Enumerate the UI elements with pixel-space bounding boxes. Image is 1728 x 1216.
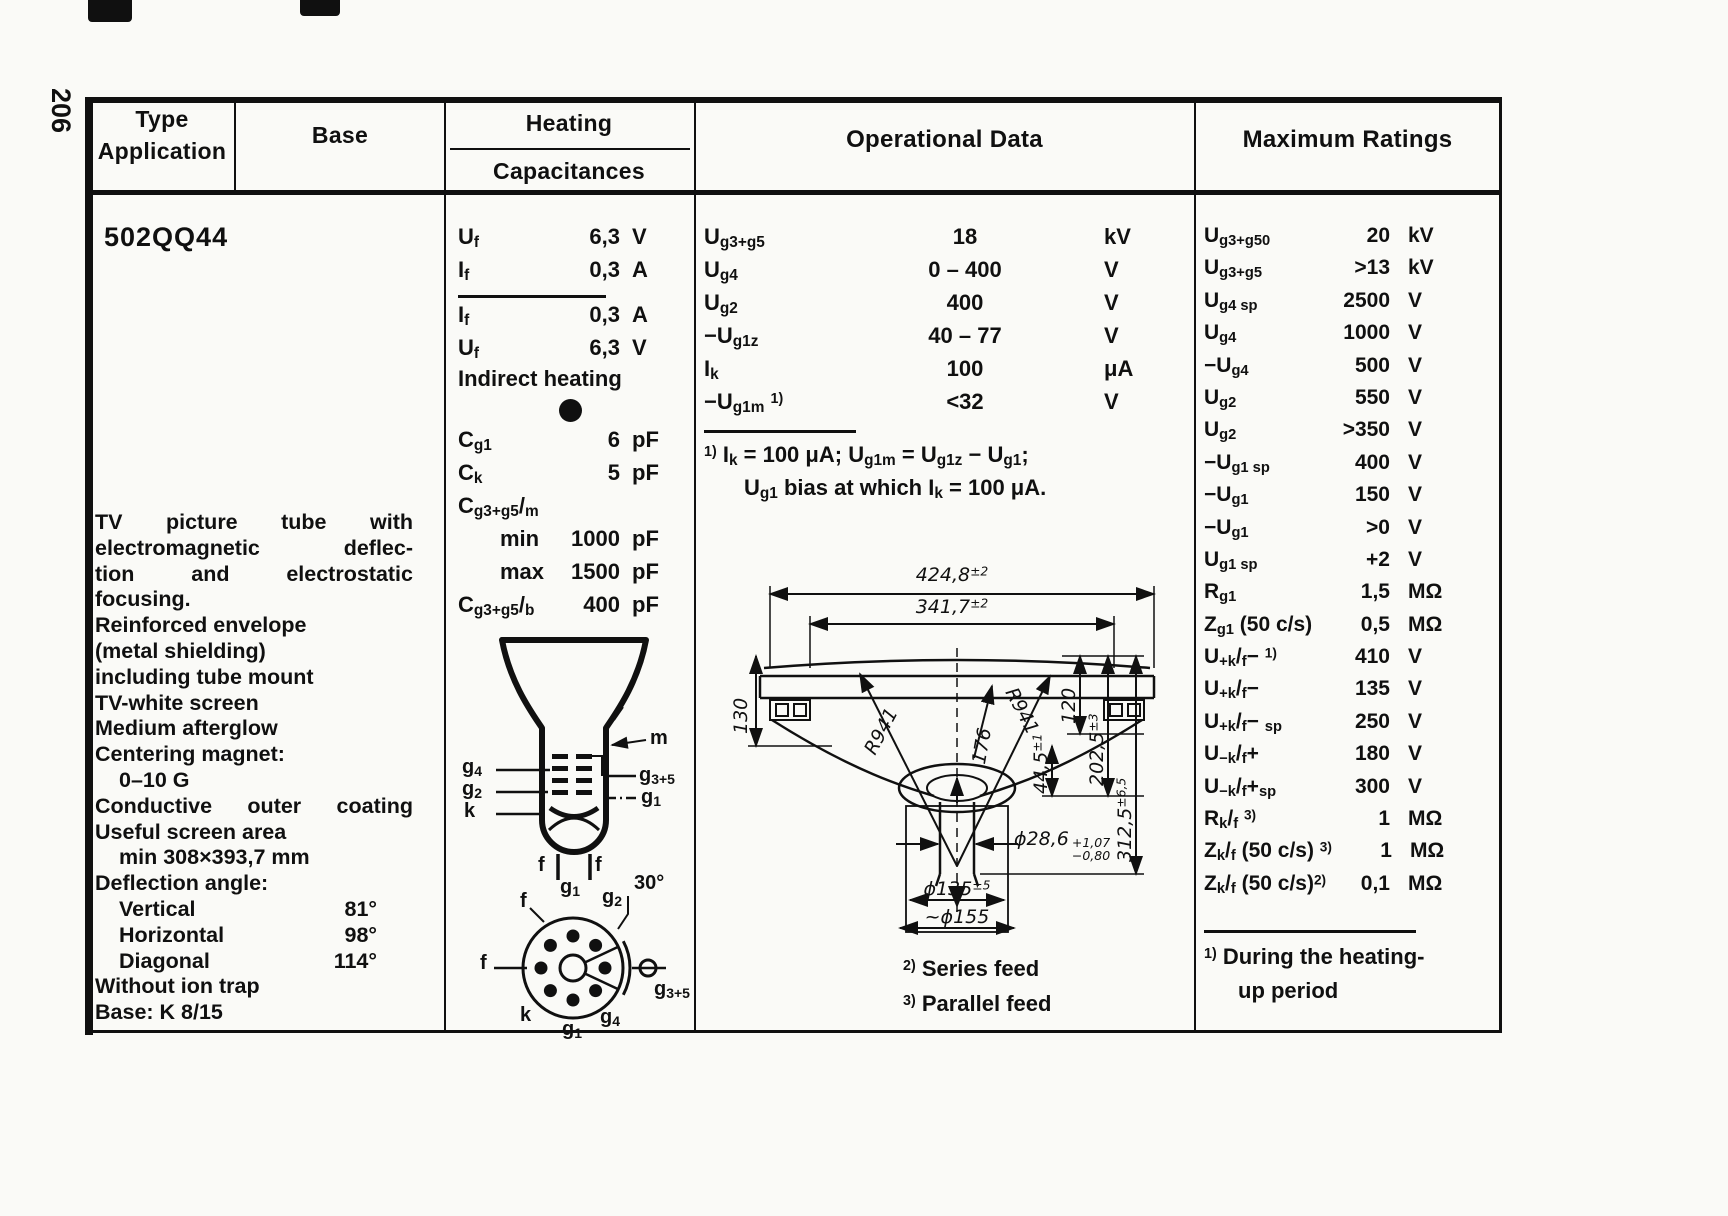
application-text: TV-white screen <box>95 690 259 715</box>
param-unit: MΩ <box>1408 871 1443 895</box>
table-row <box>458 493 690 526</box>
application-line <box>95 536 413 562</box>
pin-label-g1-top: $g_1$ <box>560 876 581 899</box>
table-row <box>1204 645 1497 677</box>
table-row <box>1204 580 1497 612</box>
table-row <box>1204 224 1497 256</box>
pin-label-g2: $g_2$ <box>602 886 623 909</box>
param-value: 0,1 <box>1360 871 1390 895</box>
param-label: $U_{g4}$ <box>704 257 738 285</box>
param-label: $-U_{g1z}$ <box>704 323 759 351</box>
application-line <box>95 562 413 588</box>
application-value: 81° <box>344 896 377 921</box>
param-unit: kV <box>1408 224 1434 247</box>
application-text: focusing. <box>95 587 191 612</box>
table-row <box>1204 451 1497 483</box>
dim-120: 120 <box>1058 687 1080 724</box>
param-label: $-U_{g1m}$ $^{1)}$ <box>704 389 784 417</box>
dim-radius-right: R941 <box>1000 684 1044 739</box>
param-unit: V <box>632 224 647 249</box>
application-text: (metal shielding) <box>95 638 266 663</box>
application-value: 98° <box>344 922 377 947</box>
table-row <box>458 335 690 368</box>
param-value: 150 <box>1354 483 1390 507</box>
application-line <box>95 691 413 717</box>
pin-label-g4: $g_4$ <box>600 1006 621 1029</box>
table-row <box>458 592 690 625</box>
feed-note-parallel: $^{3)}$ Parallel feed <box>903 991 1052 1016</box>
pin-angle-label: 30° <box>634 872 665 894</box>
dim-overall-width: $424,8^{\pm 2}$ <box>915 564 989 586</box>
application-text: Useful screen area <box>95 819 287 844</box>
page-number: 206 <box>46 88 76 134</box>
param-unit: V <box>1408 677 1423 701</box>
application-line <box>95 949 377 975</box>
param-label: $U_{g3+g5}$ <box>1204 256 1263 282</box>
param-value: 400 <box>946 290 984 315</box>
application-text: electromagnetic deflec- <box>95 535 413 560</box>
param-value: 550 <box>1354 385 1390 409</box>
header-application: Application <box>97 138 227 164</box>
param-label: $U_{g1 sp}$ <box>1204 547 1258 573</box>
dim-inner-width: $341,7^{\pm 2}$ <box>915 596 989 618</box>
param-unit: pF <box>632 526 659 551</box>
application-line <box>95 845 413 871</box>
param-unit: V <box>1408 418 1423 442</box>
table-row <box>1204 354 1497 386</box>
table-row <box>458 460 690 493</box>
table-row <box>1204 256 1497 288</box>
tube-outline-drawing <box>452 628 696 880</box>
application-line <box>95 820 413 846</box>
application-line <box>95 510 413 536</box>
param-label: $Z_k/_f$ (50 c/s) $^{3)}$ <box>1204 839 1332 865</box>
application-text: tion and electrostatic <box>95 561 413 586</box>
param-unit: pF <box>632 559 659 584</box>
pin-label-k: k <box>520 1004 532 1026</box>
param-unit: V <box>1408 515 1423 539</box>
table-border-right <box>1499 97 1502 1033</box>
dim-neck-diameter-main: ϕ28,6 <box>1014 828 1069 850</box>
param-unit: MΩ <box>1408 807 1443 831</box>
param-label: $U_{-k}/_f+$ <box>1204 742 1259 768</box>
table-row <box>1204 516 1497 548</box>
lead-label-f-right: f <box>595 854 602 876</box>
param-unit: pF <box>632 460 659 485</box>
application-text: Medium afterglow <box>95 716 278 741</box>
tube-outline-diagram <box>452 628 696 880</box>
operational-footnote-1: $^{1)}$ $I_k = 100$ μA; $U_{g1m} = U_{g1z} - U_{g1}$; <box>704 442 1029 470</box>
param-value: 6,3 <box>589 335 620 360</box>
table-row <box>1204 386 1497 418</box>
electrode-label-g1: $g_1$ <box>641 786 662 809</box>
application-text: Conductive outer coating <box>95 793 413 818</box>
param-unit: V <box>1408 742 1423 766</box>
param-label: $I_f$ <box>458 257 470 285</box>
param-label: $-U_{g1}$ <box>1204 515 1249 541</box>
electrode-label-m: m <box>650 727 668 749</box>
param-value: 100 <box>946 356 984 381</box>
param-value: 18 <box>952 224 978 249</box>
param-unit: V <box>1408 547 1423 571</box>
param-label: $U_{+k}/_f- ^{1)}$ <box>1204 645 1277 670</box>
param-label: $U_{g4 sp}$ <box>1204 288 1258 314</box>
application-text: min 308×393,7 mm <box>119 845 310 870</box>
table-row <box>704 290 1190 323</box>
table-row <box>1204 872 1497 904</box>
param-unit: pF <box>632 592 659 617</box>
param-unit: A <box>632 257 648 282</box>
application-line <box>95 897 377 923</box>
table-border-top <box>88 97 1502 103</box>
param-value: 400 <box>1354 450 1390 474</box>
param-unit: pF <box>632 427 659 452</box>
param-label: $U_{g2}$ <box>1204 418 1237 444</box>
param-label: $U_{g4}$ <box>1204 321 1237 347</box>
param-label: $I_k$ <box>704 356 719 384</box>
param-value: 5 <box>607 460 620 485</box>
param-value: 1,5 <box>1360 580 1390 604</box>
column-divider-base-heating <box>444 103 446 1030</box>
table-row <box>458 302 690 335</box>
param-label: $R_{g1}$ <box>1204 580 1237 606</box>
table-border-left <box>85 97 93 1035</box>
table-row <box>1204 548 1497 580</box>
application-text: TV picture tube with <box>95 510 413 534</box>
param-value: 2500 <box>1343 288 1390 312</box>
application-value: 114° <box>333 948 377 973</box>
electrode-label-g3-5: $g_{3+5}$ <box>639 764 675 787</box>
param-value: 135 <box>1354 677 1390 701</box>
operational-rows <box>704 224 1190 422</box>
electrode-label-g2: $g_2$ <box>462 778 483 801</box>
application-text: Horizontal <box>119 922 225 947</box>
dim-neck-tolerance <box>1072 836 1110 862</box>
param-label: $C_k$ <box>458 460 483 488</box>
application-line <box>95 587 413 613</box>
table-row <box>1204 839 1497 871</box>
heating-rows <box>458 224 690 290</box>
dim-neck-tol-bottom: −0,80 <box>1071 848 1111 863</box>
param-unit: MΩ <box>1409 839 1445 863</box>
base-pinout-diagram <box>478 872 728 1042</box>
application-text: Vertical <box>119 896 196 921</box>
table-row <box>704 323 1190 356</box>
param-value: 300 <box>1354 774 1390 798</box>
param-label: $U_{g3+g5}$ <box>704 224 765 252</box>
param-unit: V <box>1408 321 1423 345</box>
param-label: $C_{g3+g5}/_m$ <box>458 493 539 521</box>
application-line <box>95 923 377 949</box>
table-row <box>1204 418 1497 450</box>
dim-44-5: $44,5^{\pm 1}$ <box>1030 733 1052 794</box>
heating-rows-repeat <box>458 302 690 368</box>
table-border-header <box>88 190 1502 195</box>
scan-artifact <box>300 0 340 16</box>
table-row <box>1204 677 1497 709</box>
param-unit: V <box>1408 709 1423 733</box>
scan-artifact <box>88 0 132 22</box>
table-row <box>704 356 1190 389</box>
application-text: 0–10 G <box>119 767 190 792</box>
param-unit: V <box>1408 483 1423 507</box>
param-label: $Z_k/_f$ (50 c/s)$^{2)}$ <box>1204 871 1327 897</box>
param-value: 0,3 <box>589 257 620 282</box>
application-line <box>95 1000 413 1026</box>
table-row <box>704 224 1190 257</box>
param-value: 6,3 <box>589 224 620 249</box>
param-value: >0 <box>1366 515 1390 539</box>
application-line <box>95 974 413 1000</box>
column-divider-operational-max <box>1194 103 1196 1030</box>
table-row <box>1204 483 1497 515</box>
dimension-drawing <box>712 556 1194 952</box>
max-ratings-rows <box>1204 224 1497 904</box>
param-label: max <box>500 559 545 584</box>
application-text: including tube mount <box>95 664 314 689</box>
table-row <box>458 559 690 592</box>
param-unit: V <box>1408 645 1423 669</box>
param-unit: V <box>1408 353 1423 377</box>
lead-label-f-left: f <box>538 854 545 876</box>
table-border-bottom <box>88 1030 1502 1033</box>
dim-neck-diameter <box>1014 828 1110 862</box>
param-label: $U_{g3+g50}$ <box>1204 224 1271 249</box>
pin-label-f-left: f <box>480 952 487 974</box>
param-value: 180 <box>1354 742 1390 766</box>
table-row <box>458 427 690 460</box>
param-value: 0 – 400 <box>928 257 1002 282</box>
param-unit: MΩ <box>1408 580 1443 604</box>
application-line <box>95 871 413 897</box>
pin-label-g3-5: $g_{3+5}$ <box>654 978 690 1001</box>
table-row <box>704 257 1190 290</box>
table-row <box>1204 807 1497 839</box>
param-unit: V <box>1104 290 1119 315</box>
heating-capacitances-divider <box>450 148 690 150</box>
param-value: >350 <box>1342 418 1390 442</box>
table-row <box>458 257 690 290</box>
param-value: 1 <box>1380 839 1392 863</box>
header-capacitances: Capacitances <box>493 158 645 184</box>
param-unit: kV <box>1104 224 1131 249</box>
param-value: >13 <box>1354 256 1390 280</box>
table-row <box>1204 321 1497 353</box>
param-unit: V <box>1408 288 1423 312</box>
param-label: $Z_{g1}$ (50 c/s) <box>1204 612 1313 638</box>
table-row <box>458 224 690 257</box>
param-label: $U_{g2}$ <box>704 290 738 318</box>
param-unit: V <box>1104 323 1119 348</box>
param-label: $U_{+k}/_f-$ <box>1204 677 1259 703</box>
param-value: 0,5 <box>1360 612 1390 636</box>
param-label: $I_f$ <box>458 302 470 330</box>
param-value: +2 <box>1366 547 1390 571</box>
application-text: Base: K 8/15 <box>95 1000 223 1025</box>
application-line <box>95 768 413 794</box>
param-label: $-U_{g1}$ <box>1204 483 1249 508</box>
feed-note-series: $^{2)}$ Series feed <box>903 956 1040 981</box>
application-text: Reinforced envelope <box>95 613 307 638</box>
operational-footnote-2: $U_{g1}$ bias at which $I_k = 100$ μA. <box>744 475 1047 503</box>
param-value: 400 <box>583 592 620 617</box>
electrode-label-k: k <box>464 800 476 822</box>
param-value: 250 <box>1354 709 1390 733</box>
max-footnote-line2: up period <box>1238 978 1339 1003</box>
param-value: 410 <box>1354 645 1390 669</box>
param-unit: μA <box>1104 356 1134 381</box>
param-unit: V <box>1104 257 1119 282</box>
param-value: 1 <box>1378 807 1390 831</box>
application-line <box>95 665 413 691</box>
param-label: $U_{g2}$ <box>1204 385 1237 411</box>
table-row <box>458 526 690 559</box>
header-base: Base <box>311 122 369 148</box>
param-value: 6 <box>607 427 620 452</box>
param-value: <32 <box>946 389 984 414</box>
param-unit: kV <box>1408 256 1434 280</box>
header-maximum-ratings: Maximum Ratings <box>1242 126 1453 153</box>
table-row <box>1204 710 1497 742</box>
capacitance-rows <box>458 427 690 625</box>
tube-type: 502QQ44 <box>104 222 229 252</box>
header-operational-data: Operational Data <box>846 126 1043 153</box>
header-type: Type <box>135 106 189 132</box>
application-description <box>95 510 413 1026</box>
pin-label-g1-bottom: $g_1$ <box>562 1018 583 1041</box>
application-line <box>95 794 413 820</box>
indirect-heating-note: Indirect heating <box>458 366 622 391</box>
application-line <box>95 613 413 639</box>
dim-130: 130 <box>730 697 752 734</box>
param-unit: V <box>1408 774 1423 798</box>
param-value: 0,3 <box>589 302 620 327</box>
param-label: $R_k/_f$ $^{3)}$ <box>1204 807 1257 832</box>
param-label: $U_{-k}/_f+_{sp}$ <box>1204 774 1277 800</box>
param-label: min <box>500 526 540 551</box>
indirect-heating-bullet <box>559 399 582 422</box>
max-footnote-divider <box>1204 930 1416 933</box>
application-text: Diagonal <box>119 948 210 973</box>
operational-footnote-divider <box>704 430 856 433</box>
max-footnote-line1: $^{1)}$ During the heating- <box>1204 944 1425 969</box>
application-line <box>95 742 413 768</box>
application-line <box>95 639 413 665</box>
table-row <box>1204 775 1497 807</box>
param-label: $U_f$ <box>458 224 480 252</box>
param-value: 40 – 77 <box>928 323 1002 348</box>
dim-radius-left: R941 <box>860 704 903 759</box>
heating-divider-line <box>458 295 606 298</box>
param-value: 500 <box>1354 353 1390 377</box>
param-label: $-U_{g4}$ <box>1204 353 1249 379</box>
dim-312-5: $312,5^{\pm 6,5}$ <box>1114 777 1136 862</box>
application-text: Centering magnet: <box>95 742 285 767</box>
header-heating: Heating <box>525 110 613 136</box>
pin-label-f-top: f <box>520 890 527 912</box>
application-text: Deflection angle: <box>95 871 269 896</box>
application-text: Without ion trap <box>95 974 260 999</box>
param-label: $C_{g3+g5}/_b$ <box>458 592 535 620</box>
table-row <box>1204 742 1497 774</box>
param-value: 20 <box>1366 224 1390 247</box>
param-unit: MΩ <box>1408 612 1443 636</box>
dim-176: 176 <box>968 726 996 766</box>
application-line <box>95 716 413 742</box>
param-label: $C_{g1}$ <box>458 427 492 455</box>
dim-overall-diameter: ~ϕ155 <box>924 906 990 928</box>
param-unit: V <box>1408 385 1423 409</box>
param-value: 1000 <box>1343 321 1390 345</box>
table-row <box>1204 613 1497 645</box>
table-row <box>704 389 1190 422</box>
table-row <box>1204 289 1497 321</box>
electrode-label-g4: $g_4$ <box>462 756 483 779</box>
param-unit: V <box>632 335 647 360</box>
param-value: 1500 <box>571 559 620 584</box>
param-label: $-U_{g1 sp}$ <box>1204 450 1270 476</box>
param-value: 1000 <box>571 526 620 551</box>
param-unit: A <box>632 302 648 327</box>
dim-202-5: $202,5^{\pm 3}$ <box>1086 713 1108 786</box>
param-unit: V <box>1408 450 1423 474</box>
param-label: $U_{+k}/_f- _{sp}$ <box>1204 709 1282 735</box>
param-label: $U_f$ <box>458 335 480 363</box>
dim-base-diameter: $\phi 135^{\pm 5}$ <box>923 878 991 900</box>
dim-neck-tol-top: +1,07 <box>1071 835 1111 850</box>
param-unit: V <box>1104 389 1119 414</box>
